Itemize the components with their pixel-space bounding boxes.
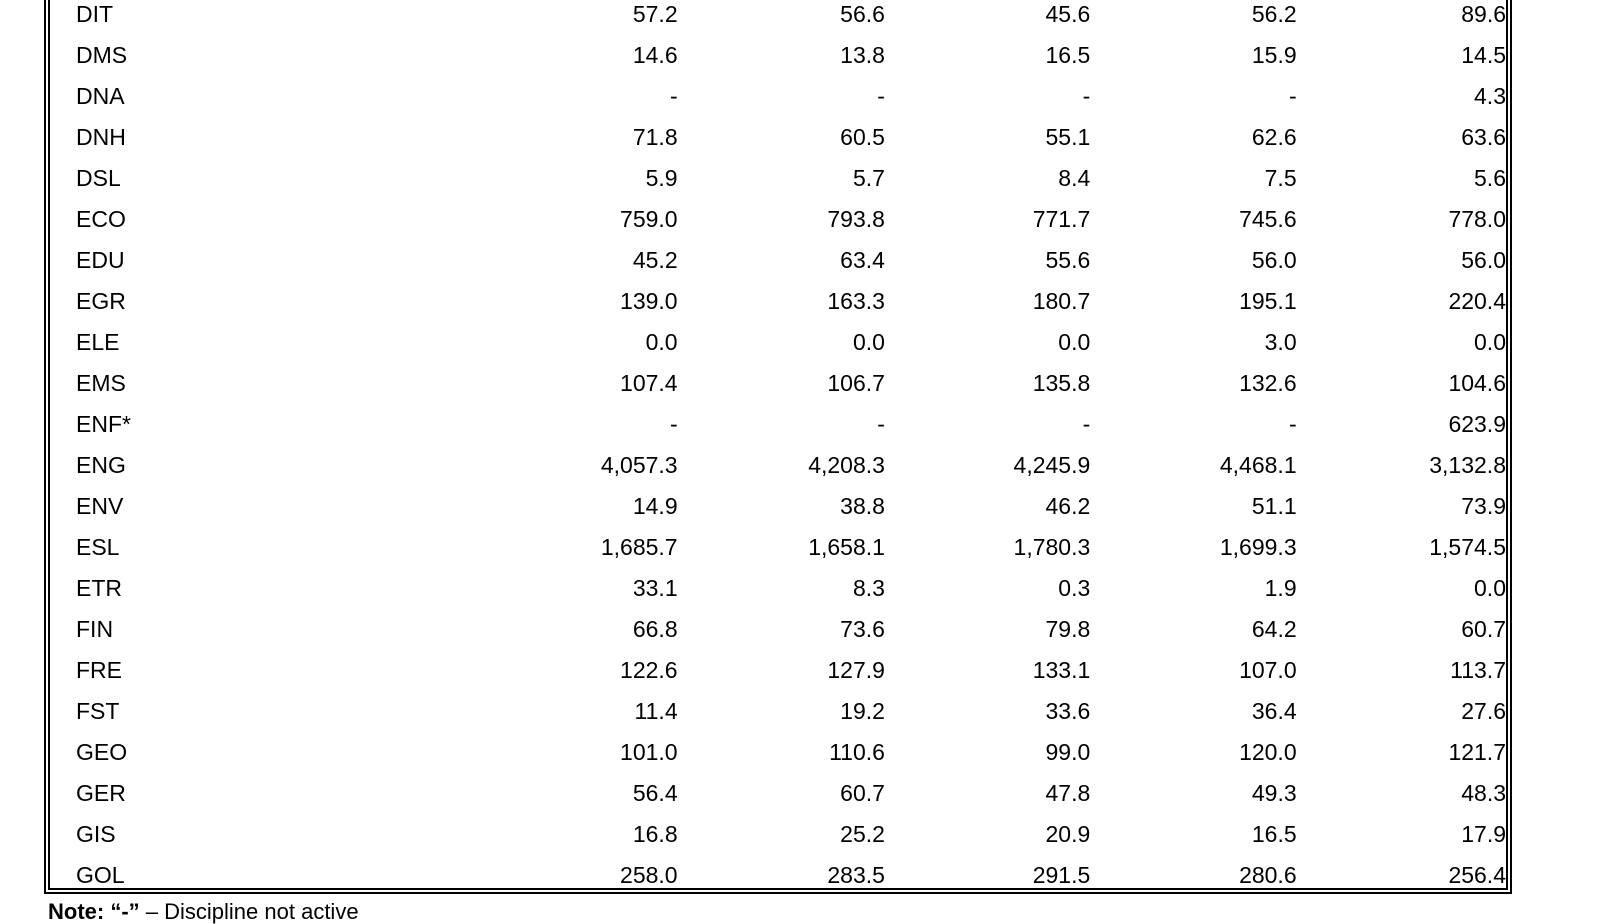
table-row [50, 732, 1506, 773]
value-cell: 4,208.3 [808, 452, 885, 478]
value-cell: 0.3 [1058, 575, 1091, 601]
value-cell: 110.6 [829, 739, 885, 765]
table-row [50, 527, 1506, 568]
discipline-code: DNH [76, 124, 126, 150]
value-cell: 0.0 [645, 329, 678, 355]
discipline-code: GEO [76, 739, 128, 765]
discipline-code: EDU [76, 247, 125, 273]
value-cell: 135.8 [1032, 370, 1091, 396]
value-cell: 79.8 [1045, 616, 1091, 642]
table-row [50, 35, 1506, 76]
discipline-code: DSL [76, 165, 121, 191]
value-cell: 38.8 [840, 493, 885, 519]
discipline-code: ETR [76, 575, 122, 601]
table-row [50, 363, 1506, 404]
value-cell: 1,574.5 [1429, 534, 1506, 560]
value-cell: 63.6 [1461, 124, 1506, 150]
value-cell: 55.1 [1045, 124, 1091, 150]
footnote [48, 900, 359, 924]
value-cell: 0.0 [1058, 329, 1091, 355]
value-cell: 121.7 [1448, 739, 1506, 765]
table-row [50, 650, 1506, 691]
table-row [50, 773, 1506, 814]
value-cell: 4,245.9 [1013, 452, 1091, 478]
value-cell: 113.7 [1450, 657, 1506, 683]
value-cell: 104.6 [1448, 370, 1506, 396]
discipline-code: ECO [76, 206, 126, 232]
value-cell: 14.5 [1461, 42, 1506, 68]
value-cell: 5.7 [852, 165, 885, 191]
value-cell: 14.9 [632, 493, 678, 519]
table-body [50, 0, 1506, 896]
value-cell: 132.6 [1239, 370, 1297, 396]
table-row [50, 814, 1506, 855]
value-cell: - [669, 411, 678, 437]
value-cell: 5.9 [645, 165, 678, 191]
value-cell: 256.4 [1448, 862, 1506, 888]
table-row [50, 445, 1506, 486]
discipline-code: ELE [76, 329, 120, 355]
note-symbol: “-” [110, 899, 140, 924]
value-cell: 25.2 [840, 821, 885, 847]
table-row [50, 0, 1506, 35]
value-cell: 73.9 [1461, 493, 1506, 519]
value-cell: 1.9 [1264, 575, 1297, 601]
value-cell: 73.6 [840, 616, 885, 642]
value-cell: 56.6 [840, 1, 885, 27]
value-cell: 64.2 [1251, 616, 1297, 642]
value-cell: 133.1 [1032, 657, 1091, 683]
value-cell: 107.4 [620, 370, 678, 396]
note-label: Note: [48, 899, 105, 924]
value-cell: - [877, 411, 885, 437]
value-cell: 16.8 [632, 821, 678, 847]
value-cell: 3.0 [1264, 329, 1297, 355]
value-cell: 258.0 [620, 862, 678, 888]
discipline-code: GIS [76, 821, 116, 847]
discipline-code: FST [76, 698, 120, 724]
value-cell: - [669, 83, 678, 109]
value-cell: 1,699.3 [1219, 534, 1297, 560]
value-cell: 46.2 [1045, 493, 1091, 519]
table-row [50, 609, 1506, 650]
value-cell: 8.3 [852, 575, 885, 601]
table-frame [44, 0, 1512, 894]
value-cell: 280.6 [1239, 862, 1297, 888]
table-row [50, 691, 1506, 732]
value-cell: 0.0 [1474, 575, 1506, 601]
value-cell: 4,468.1 [1219, 452, 1297, 478]
value-cell: 66.8 [632, 616, 678, 642]
value-cell: 127.9 [827, 657, 885, 683]
value-cell: - [1082, 411, 1091, 437]
value-cell: 778.0 [1448, 206, 1506, 232]
discipline-code: DMS [76, 42, 128, 68]
value-cell: 101.0 [620, 739, 678, 765]
value-cell: 27.6 [1461, 698, 1506, 724]
value-cell: 180.7 [1032, 288, 1091, 314]
value-cell: 60.7 [1461, 616, 1506, 642]
value-cell: 3,132.8 [1429, 452, 1506, 478]
value-cell: 60.7 [840, 780, 885, 806]
table-row [50, 855, 1506, 896]
value-cell: 55.6 [1045, 247, 1091, 273]
discipline-code: FRE [76, 657, 122, 683]
value-cell: 1,658.1 [808, 534, 885, 560]
value-cell: 291.5 [1032, 862, 1091, 888]
value-cell: 759.0 [620, 206, 678, 232]
value-cell: 45.2 [632, 247, 678, 273]
value-cell: 0.0 [1474, 329, 1506, 355]
value-cell: 771.7 [1032, 206, 1091, 232]
value-cell: 139.0 [620, 288, 678, 314]
value-cell: 99.0 [1045, 739, 1091, 765]
value-cell: - [877, 83, 885, 109]
value-cell: 163.3 [827, 288, 885, 314]
value-cell: 56.2 [1251, 1, 1297, 27]
value-cell: 17.9 [1461, 821, 1506, 847]
table-row [50, 281, 1506, 322]
value-cell: 793.8 [827, 206, 885, 232]
value-cell: 122.6 [620, 657, 678, 683]
value-cell: 56.0 [1251, 247, 1297, 273]
value-cell: - [1288, 83, 1297, 109]
discipline-code: GOL [76, 862, 125, 888]
discipline-code: ENG [76, 452, 126, 478]
table-row [50, 486, 1506, 527]
table-row [50, 117, 1506, 158]
value-cell: 5.6 [1474, 165, 1506, 191]
value-cell: - [1288, 411, 1297, 437]
discipline-code: ENV [76, 493, 124, 519]
value-cell: 4,057.3 [600, 452, 678, 478]
value-cell: 45.6 [1045, 1, 1091, 27]
value-cell: 4.3 [1474, 83, 1506, 109]
table-row [50, 240, 1506, 281]
value-cell: 60.5 [840, 124, 885, 150]
value-cell: 107.0 [1239, 657, 1297, 683]
value-cell: 16.5 [1251, 821, 1297, 847]
discipline-code: DIT [76, 1, 114, 27]
discipline-table [50, 0, 1506, 896]
value-cell: 33.6 [1045, 698, 1091, 724]
value-cell: 623.9 [1448, 411, 1506, 437]
value-cell: 89.6 [1461, 1, 1506, 27]
discipline-code: ENF* [76, 411, 131, 437]
value-cell: 16.5 [1045, 42, 1091, 68]
value-cell: 120.0 [1239, 739, 1297, 765]
value-cell: 48.3 [1461, 780, 1506, 806]
note-text: – Discipline not active [139, 899, 359, 924]
table-row [50, 199, 1506, 240]
discipline-code: FIN [76, 616, 114, 642]
value-cell: 8.4 [1058, 165, 1091, 191]
value-cell: 1,685.7 [600, 534, 678, 560]
value-cell: 745.6 [1239, 206, 1297, 232]
value-cell: 56.0 [1461, 247, 1506, 273]
discipline-code: EMS [76, 370, 126, 396]
table-row [50, 568, 1506, 609]
value-cell: 15.9 [1251, 42, 1297, 68]
value-cell: 0.0 [852, 329, 885, 355]
value-cell: 20.9 [1045, 821, 1091, 847]
table-row [50, 158, 1506, 199]
value-cell: 14.6 [632, 42, 678, 68]
value-cell: 106.7 [827, 370, 885, 396]
value-cell: 19.2 [840, 698, 885, 724]
value-cell: 1,780.3 [1013, 534, 1091, 560]
value-cell: 51.1 [1251, 493, 1297, 519]
value-cell: 7.5 [1264, 165, 1297, 191]
value-cell: 36.4 [1251, 698, 1297, 724]
value-cell: 71.8 [632, 124, 678, 150]
value-cell: 195.1 [1239, 288, 1297, 314]
discipline-code: GER [76, 780, 126, 806]
discipline-code: DNA [76, 83, 125, 109]
value-cell: - [1082, 83, 1091, 109]
value-cell: 63.4 [840, 247, 885, 273]
value-cell: 283.5 [827, 862, 885, 888]
table-row [50, 76, 1506, 117]
discipline-code: EGR [76, 288, 126, 314]
table-row [50, 404, 1506, 445]
value-cell: 13.8 [840, 42, 885, 68]
discipline-code: ESL [76, 534, 120, 560]
value-cell: 56.4 [632, 780, 678, 806]
value-cell: 220.4 [1448, 288, 1506, 314]
value-cell: 47.8 [1045, 780, 1091, 806]
value-cell: 62.6 [1251, 124, 1297, 150]
value-cell: 33.1 [632, 575, 678, 601]
value-cell: 11.4 [634, 698, 678, 724]
value-cell: 49.3 [1251, 780, 1297, 806]
table-row [50, 322, 1506, 363]
value-cell: 57.2 [632, 1, 678, 27]
